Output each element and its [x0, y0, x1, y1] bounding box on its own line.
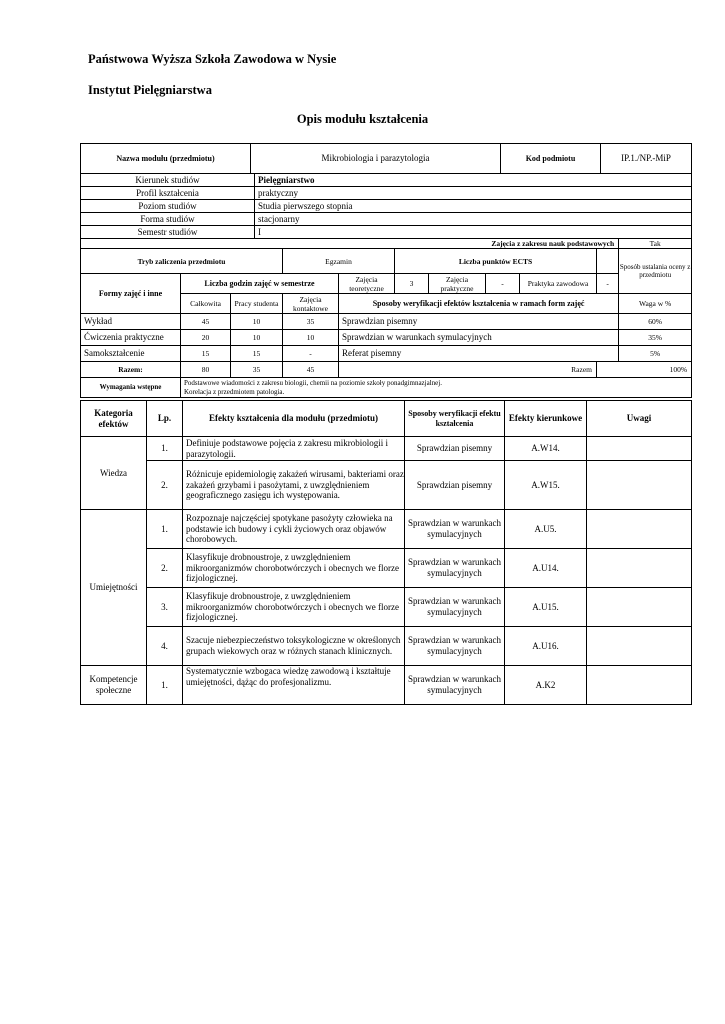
- prerequisites-line: Podstawowe wiadomości z zakresu biologii, chemii na poziomie szkoły ponadgimnazjalnej.: [184, 379, 442, 388]
- basic-sciences-value: Tak: [619, 239, 692, 249]
- effect-text: Szacuje niebezpieczeństwo toksykologiczne w określonych grupach wiekowych oraz w różnych stanach klinicznych.: [183, 627, 405, 666]
- header-field-effects: Efekty kierunkowe: [505, 401, 587, 437]
- verify-method: Referat pisemny: [339, 346, 619, 362]
- hours-student: 15: [231, 346, 283, 362]
- effect-verify: Sprawdzian pisemny: [405, 437, 505, 461]
- module-name-table: [80, 143, 692, 174]
- effect-verify: Sprawdzian w warunkach symulacyjnych: [405, 627, 505, 666]
- weight-value: 5%: [619, 346, 692, 362]
- forms-label: Formy zajęć i inne: [81, 274, 181, 314]
- effect-code: A.K2: [505, 666, 587, 705]
- prerequisites-label: Wymagania wstępne: [81, 378, 181, 398]
- effect-lp: 1.: [147, 437, 183, 461]
- info-value: Pielęgniarstwo: [255, 174, 692, 187]
- info-label: Poziom studiów: [81, 200, 255, 213]
- sum-contact: 45: [283, 362, 339, 378]
- header-lp: Lp.: [147, 401, 183, 437]
- effect-text: Różnicuje epidemiologię zakażeń wirusami, bakteriami oraz zakażeń grzybami i pasożytami, z uwzględnieniem geograficznego zasięgu ich występowania.: [183, 461, 405, 510]
- module-code-label: Kod podmiotu: [501, 144, 601, 174]
- form-name: Ćwiczenia praktyczne: [81, 330, 181, 346]
- effect-notes: [587, 461, 692, 510]
- effect-text: Klasyfikuje drobnoustroje, z uwzględnieniem mikroorganizmów chorobotwórczych i obecnych we florze fizjologicznej.: [183, 549, 405, 588]
- hours-contact: 35: [283, 314, 339, 330]
- effect-notes: [587, 510, 692, 549]
- effect-verify: Sprawdzian w warunkach symulacyjnych: [405, 510, 505, 549]
- prerequisites-line: Korelacja z przedmiotem patologia.: [184, 387, 285, 396]
- effect-code: A.U5.: [505, 510, 587, 549]
- ects-value: [597, 249, 619, 274]
- effect-notes: [587, 627, 692, 666]
- info-value: stacjonarny: [255, 213, 692, 226]
- header-verify: Sposoby weryfikacji efektu kształcenia: [405, 401, 505, 437]
- sum-label-right: Razem: [339, 362, 597, 378]
- theory-value: 3: [395, 274, 429, 294]
- info-label: Forma studiów: [81, 213, 255, 226]
- info-value: I: [255, 226, 692, 239]
- col-total: Całkowita: [181, 294, 231, 314]
- exam-mode-label: Tryb zaliczenia przedmiotu: [81, 249, 283, 274]
- effect-verify: Sprawdzian pisemny: [405, 461, 505, 510]
- effect-code: A.U15.: [505, 588, 587, 627]
- sum-label: Razem:: [81, 362, 181, 378]
- info-value: praktyczny: [255, 187, 692, 200]
- hours-total: 15: [181, 346, 231, 362]
- theory-label: Zajęcia teoretyczne: [339, 274, 395, 294]
- category-social: Kompetencje społeczne: [81, 666, 147, 705]
- grading-method-label: Sposób ustalania oceny z przedmiotu: [619, 249, 692, 294]
- weight-label: Waga w %: [619, 294, 692, 314]
- effect-code: A.U14.: [505, 549, 587, 588]
- hours-student: 10: [231, 314, 283, 330]
- effect-code: A.U16.: [505, 627, 587, 666]
- header-category: Kategoria efektów: [81, 401, 147, 437]
- form-name: Wykład: [81, 314, 181, 330]
- hours-student: 10: [231, 330, 283, 346]
- effect-lp: 3.: [147, 588, 183, 627]
- effect-verify: Sprawdzian w warunkach symulacyjnych: [405, 666, 505, 705]
- module-name-value: Mikrobiologia i parazytologia: [251, 144, 501, 174]
- practical-value: -: [486, 274, 520, 294]
- effect-notes: [587, 437, 692, 461]
- effect-notes: [587, 666, 692, 705]
- hours-total: 20: [181, 330, 231, 346]
- verify-method: Sprawdzian pisemny: [339, 314, 619, 330]
- info-value: Studia pierwszego stopnia: [255, 200, 692, 213]
- verify-methods-label: Sposoby weryfikacji efektów kształcenia w ramach form zajęć: [339, 294, 619, 314]
- effect-notes: [587, 549, 692, 588]
- ects-label: Liczba punktów ECTS: [395, 249, 597, 274]
- document-title: Opis modułu kształcenia: [296, 112, 429, 126]
- exam-mode-value: Egzamin: [283, 249, 395, 274]
- info-label: Profil kształcenia: [81, 187, 255, 200]
- module-name-label: Nazwa modułu (przedmiotu): [81, 144, 251, 174]
- effect-lp: 2.: [147, 549, 183, 588]
- institute-name: Instytut Pielęgniarstwa: [88, 83, 212, 97]
- form-name: Samokształcenie: [81, 346, 181, 362]
- hours-total: 45: [181, 314, 231, 330]
- sum-student: 35: [231, 362, 283, 378]
- header-effect: Efekty kształcenia dla modułu (przedmiotu): [183, 401, 405, 437]
- col-student: Pracy studenta: [231, 294, 283, 314]
- school-name: Państwowa Wyższa Szkoła Zawodowa w Nysie: [88, 52, 337, 66]
- effects-table: [80, 400, 692, 705]
- effect-lp: 2.: [147, 461, 183, 510]
- weight-value: 35%: [619, 330, 692, 346]
- hours-contact: -: [283, 346, 339, 362]
- effect-lp: 4.: [147, 627, 183, 666]
- effect-code: A.W15.: [505, 461, 587, 510]
- basic-sciences-label: Zajęcia z zakresu nauk podstawowych: [81, 239, 619, 249]
- effect-verify: Sprawdzian w warunkach symulacyjnych: [405, 549, 505, 588]
- sum-weight: 100%: [597, 362, 692, 378]
- placement-value: -: [597, 274, 619, 294]
- placement-label: Praktyka zawodowa: [520, 274, 597, 294]
- hours-label: Liczba godzin zajęć w semestrze: [181, 274, 339, 294]
- effect-notes: [587, 588, 692, 627]
- hours-contact: 10: [283, 330, 339, 346]
- effect-text: Systematycznie wzbogaca wiedzę zawodową i kształtuje umiejętności, dążąc do profesjonalizmu.: [183, 666, 405, 705]
- col-contact: Zajęcia kontaktowe: [283, 294, 339, 314]
- module-code-value: IP.1./NP.-MiP: [601, 144, 692, 174]
- header-notes: Uwagi: [587, 401, 692, 437]
- info-label: Semestr studiów: [81, 226, 255, 239]
- verify-method: Sprawdzian w warunkach symulacyjnych: [339, 330, 619, 346]
- effect-verify: Sprawdzian w warunkach symulacyjnych: [405, 588, 505, 627]
- study-info-table: [80, 173, 692, 239]
- effect-code: A.W14.: [505, 437, 587, 461]
- effect-lp: 1.: [147, 666, 183, 705]
- practical-label: Zajęcia praktyczne: [429, 274, 486, 294]
- effect-text: Rozpoznaje najczęściej spotykane pasożyty człowieka na podstawie ich budowy i cykli życiowych oraz objawów chorobowych.: [183, 510, 405, 549]
- sum-total: 80: [181, 362, 231, 378]
- hours-table: [80, 238, 692, 398]
- weight-value: 60%: [619, 314, 692, 330]
- effect-text: Klasyfikuje drobnoustroje, z uwzględnieniem mikroorganizmów chorobotwórczych i obecnych we florze fizjologicznej.: [183, 588, 405, 627]
- category-skills: Umiejętności: [81, 510, 147, 666]
- info-label: Kierunek studiów: [81, 174, 255, 187]
- prerequisites-text: [181, 378, 692, 398]
- category-knowledge: Wiedza: [81, 437, 147, 510]
- effect-lp: 1.: [147, 510, 183, 549]
- effect-text: Definiuje podstawowe pojęcia z zakresu mikrobiologii i parazytologii.: [183, 437, 405, 461]
